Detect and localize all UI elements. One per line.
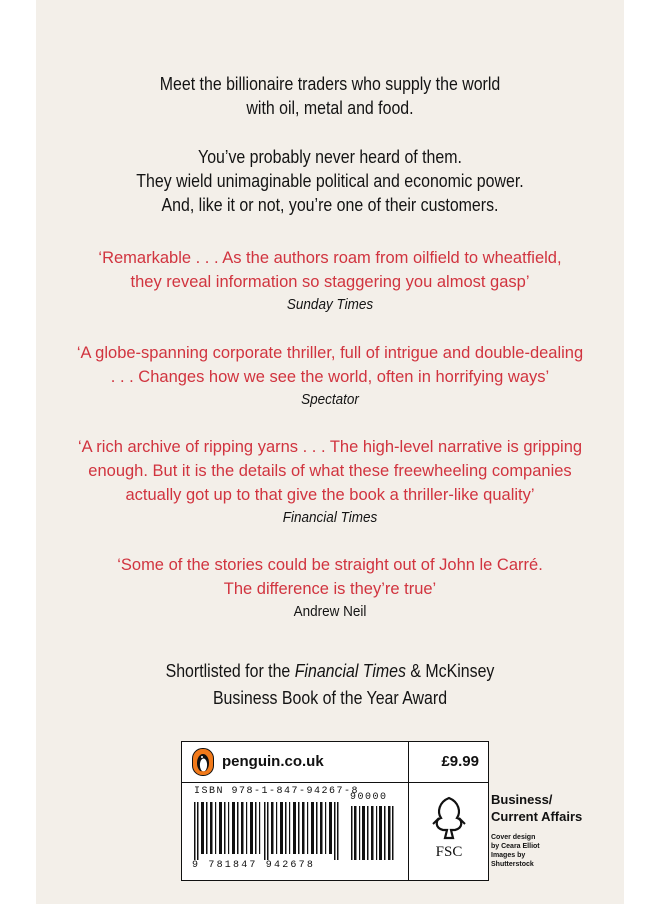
ean-barcode: [192, 802, 344, 860]
award-line-2: Business Book of the Year Award: [212, 687, 448, 708]
credit-line: Shutterstock: [491, 861, 534, 868]
quote-source: Sunday Times: [286, 296, 374, 313]
credit-line: by Ceara Elliot: [491, 843, 540, 850]
quote-line: ‘Some of the stories could be straight out of John le Carré.: [117, 556, 543, 574]
category-line: Business/: [491, 792, 553, 807]
credit-line: Cover design: [491, 834, 536, 841]
fsc-tree-icon: [425, 794, 473, 842]
quote-line: The difference is they’re true’: [223, 580, 437, 598]
barcode-panel: [181, 741, 489, 881]
blurb-line: with oil, metal and food.: [246, 97, 414, 118]
website-url: penguin.co.uk: [222, 753, 324, 770]
review-quote-4: [36, 553, 624, 623]
quote-source: Financial Times: [282, 509, 378, 526]
blurb-line: Meet the billionaire traders who supply the world: [159, 73, 501, 94]
review-quote-1: [36, 246, 624, 316]
credit-line: Images by: [491, 852, 526, 859]
award-prefix: Shortlisted for the: [165, 660, 295, 681]
fsc-box: [408, 782, 489, 880]
blurb-line: They wield unimaginable political and economic power.: [136, 170, 524, 191]
isbn-number: ISBN 978-1-847-94267-8: [194, 786, 360, 797]
ean-number: 9 781847 942678: [192, 860, 316, 871]
category-line: Current Affairs: [491, 809, 583, 824]
addon-code: 90000: [350, 792, 388, 803]
award-notice: [77, 657, 583, 711]
price-box: [408, 742, 489, 782]
blurb-line: And, like it or not, you’re one of their customers.: [161, 194, 499, 215]
quote-source: Spectator: [301, 391, 359, 408]
cover-credits: [491, 833, 581, 869]
quote-line: ‘Remarkable . . . As the authors roam from oilfield to wheatfield,: [98, 249, 562, 267]
blurb-paragraph-2: [77, 145, 583, 217]
award-suffix: & McKinsey: [405, 660, 495, 681]
fsc-label: FSC: [435, 844, 463, 860]
quote-line: enough. But it is the details of what these freewheeling companies: [88, 462, 572, 480]
quote-source: Andrew Neil: [293, 603, 367, 620]
quote-line: . . . Changes how we see the world, often in horrifying ways’: [110, 368, 550, 386]
review-quote-3: [36, 435, 624, 529]
book-category: [491, 791, 641, 825]
review-quote-2: [36, 341, 624, 411]
award-line-1: [77, 657, 583, 684]
quote-line: ‘A globe-spanning corporate thriller, full of intrigue and double-dealing: [76, 344, 584, 362]
addon-barcode: [350, 806, 396, 860]
blurb-paragraph-1: [77, 72, 583, 120]
blurb-line: You’ve probably never heard of them.: [198, 146, 462, 167]
quote-line: ‘A rich archive of ripping yarns . . . The high-level narrative is gripping: [77, 438, 583, 456]
price: £9.99: [441, 753, 479, 770]
quote-line: they reveal information so staggering you almost gasp’: [130, 273, 530, 291]
quote-line: actually got up to that give the book a thriller-like quality’: [125, 486, 535, 504]
award-publication: Financial Times: [294, 660, 406, 681]
publisher-strip: [182, 742, 488, 783]
penguin-logo-icon: [192, 748, 214, 776]
